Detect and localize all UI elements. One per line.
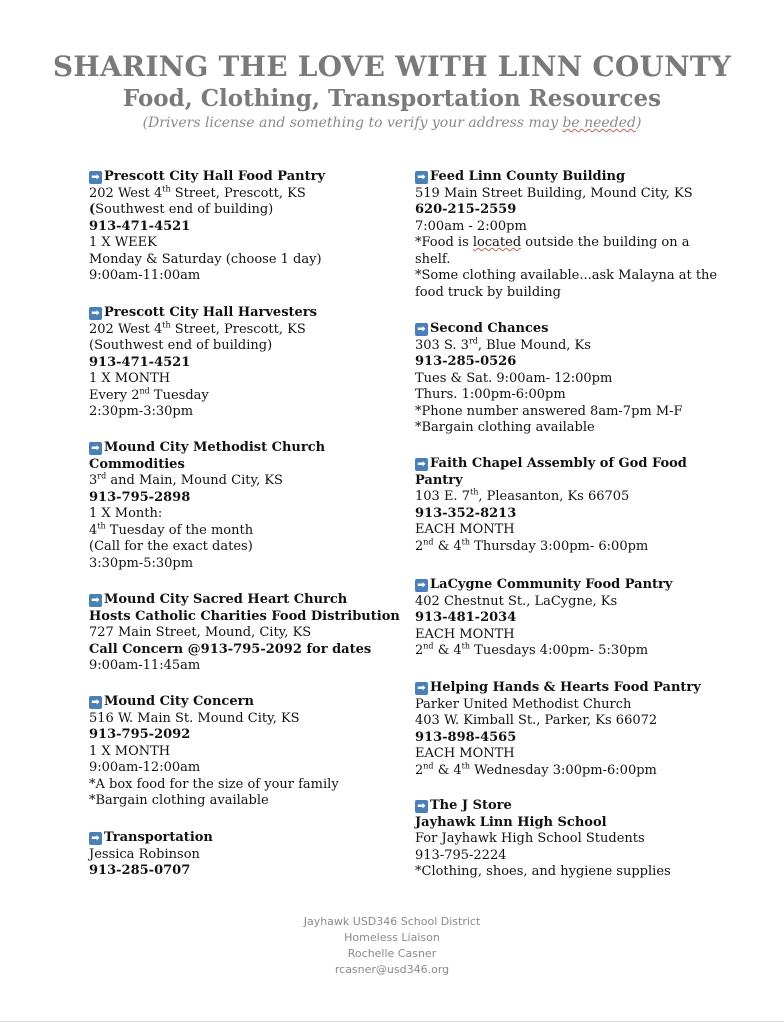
hours: 9:00am-11:45am [89, 658, 201, 673]
hours: Tues & Sat. 9:00am- 12:00pm [415, 370, 613, 386]
right-arrow-icon: ➡ [89, 594, 102, 607]
note: *Bargain clothing available [415, 420, 595, 435]
footer-person: Rochelle Casner [347, 947, 437, 960]
frequency: EACH MONTH [415, 746, 515, 761]
note-flagged-text: be needed [562, 115, 636, 131]
resource-title [415, 680, 705, 697]
call-note: (Call for the exact dates) [89, 539, 253, 554]
right-arrow-icon: ➡ [89, 696, 102, 709]
resource-name-cont: Pantry [415, 472, 463, 488]
footer-contact [0, 914, 784, 978]
location-note: (Southwest end of building) [89, 202, 274, 217]
resource-mound-city-methodist [89, 440, 389, 572]
note-text-end: ) [635, 115, 642, 131]
note: *Some clothing available...ask Malayna at the [415, 268, 718, 283]
address: 516 W. Main St. Mound City, KS [89, 710, 300, 726]
frequency: EACH MONTH [415, 626, 515, 642]
address: 202 West 4th Street, Prescott, KS [89, 184, 306, 201]
resource-name: Prescott City Hall Harvesters [104, 305, 317, 320]
note-text: (Drivers license and something to verify your address may [142, 115, 563, 131]
phone: 913-471-4521 [89, 218, 191, 234]
resource-faith-chapel [415, 456, 705, 555]
resource-title [89, 592, 389, 609]
phone: 913-285-0526 [415, 354, 517, 369]
resource-prescott-food-pantry [89, 169, 389, 285]
call-note: Call Concern @913-795-2092 for dates [89, 641, 372, 657]
resource-title [89, 305, 389, 322]
footer-role: Homeless Liaison [344, 931, 440, 944]
resource-name: The J Store [430, 798, 512, 813]
note: *Food is located outside the building on a [415, 235, 690, 250]
resource-j-store [415, 798, 705, 881]
days: Monday & Saturday (choose 1 day) [89, 251, 322, 267]
resource-title [415, 169, 705, 186]
address: 103 E. 7th, Pleasanton, Ks 66705 [415, 487, 630, 504]
resource-helping-hands [415, 680, 705, 779]
note: *Phone number answered 8am-7pm M-F [415, 403, 683, 419]
address: 303 S. 3rd, Blue Mound, Ks [415, 336, 591, 353]
resource-name: Feed Linn County Building [430, 169, 626, 184]
phone: 913-898-4565 [415, 729, 517, 745]
address: 202 West 4th Street, Prescott, KS [89, 320, 306, 337]
resource-name: Second Chances [430, 321, 549, 336]
hours: 9:00am-12:00am [89, 760, 201, 775]
frequency: 1 X Month: [89, 506, 163, 521]
resource-sacred-heart [89, 592, 400, 675]
note: food truck by building [415, 284, 562, 300]
resource-name: Prescott City Hall Food Pantry [104, 169, 325, 184]
address: 3rd and Main, Mound City, KS [89, 471, 283, 488]
note: *A box food for the size of your family [89, 776, 339, 792]
days: 2nd & 4th Thursday 3:00pm- 6:00pm [415, 537, 649, 554]
right-arrow-icon: ➡ [89, 442, 102, 455]
page-note [0, 115, 784, 131]
days: 2nd & 4th Tuesdays 4:00pm- 5:30pm [415, 641, 649, 658]
address: 402 Chestnut St., LaCygne, Ks [415, 593, 618, 609]
phone: 913-285-0707 [89, 863, 191, 878]
resource-title [415, 321, 705, 338]
hours: Thurs. 1:00pm-6:00pm [415, 387, 566, 402]
frequency: 1 X MONTH [89, 371, 171, 386]
phone: 913-795-2898 [89, 489, 191, 505]
hours: 9:00am-11:00am [89, 268, 201, 283]
days: Every 2nd Tuesday [89, 386, 209, 403]
phone: 913-481-2034 [415, 610, 517, 625]
right-arrow-icon: ➡ [89, 307, 102, 320]
resource-title [89, 169, 389, 186]
hours: 2:30pm-3:30pm [89, 404, 194, 419]
phone: 913-795-2224 [415, 847, 507, 863]
frequency: 1 X WEEK [89, 235, 157, 250]
right-arrow-icon: ➡ [89, 832, 102, 845]
note: *Bargain clothing available [89, 793, 269, 808]
phone: 913-471-4521 [89, 354, 191, 370]
right-arrow-icon: ➡ [415, 579, 428, 592]
contact-name: Jessica Robinson [89, 846, 200, 862]
right-arrow-icon: ➡ [415, 800, 428, 813]
resource-name-cont: Commodities [89, 456, 185, 472]
footer-email: rcasner@usd346.org [334, 963, 450, 976]
resource-prescott-harvesters [89, 305, 389, 421]
hours: 7:00am - 2:00pm [415, 218, 527, 234]
resource-mound-city-concern [89, 694, 389, 810]
resource-title [415, 798, 705, 815]
resource-feed-linn-county [415, 169, 718, 301]
page-title: SHARING THE LOVE WITH LINN COUNTY [52, 50, 732, 83]
resource-transportation [89, 830, 389, 880]
address: 403 W. Kimball St., Parker, Ks 66072 [415, 713, 658, 728]
resource-lacygne-pantry [415, 577, 705, 660]
resource-second-chances [415, 321, 705, 437]
days: 4th Tuesday of the month [89, 521, 254, 538]
organization: Parker United Methodist Church [415, 696, 632, 712]
location-note: (Southwest end of building) [89, 338, 273, 353]
resource-title [89, 440, 389, 457]
right-arrow-icon: ➡ [89, 171, 102, 184]
resource-title [89, 694, 389, 711]
page-bottom-divider [0, 1021, 784, 1022]
right-arrow-icon: ➡ [415, 323, 428, 336]
resource-name: Faith Chapel Assembly of God Food [430, 456, 687, 471]
resource-name: Helping Hands & Hearts Food Pantry [430, 680, 701, 695]
frequency: EACH MONTH [415, 522, 515, 537]
page-subtitle: Food, Clothing, Transportation Resources [122, 85, 662, 112]
address: 727 Main Street, Mound, City, KS [89, 625, 312, 640]
resource-name: LaCygne Community Food Pantry [430, 577, 673, 592]
resource-name: Mound City Sacred Heart Church [104, 592, 348, 607]
resource-title [415, 577, 705, 594]
note: *Clothing, shoes, and hygiene supplies [415, 864, 671, 879]
audience: For Jayhawk High School Students [415, 831, 645, 846]
frequency: 1 X MONTH [89, 743, 171, 759]
days: 2nd & 4th Wednesday 3:00pm-6:00pm [415, 761, 657, 778]
school-name: Jayhawk Linn High School [415, 814, 607, 830]
phone: 913-795-2092 [89, 727, 191, 742]
resource-name: Transportation [104, 830, 213, 845]
resource-title [415, 456, 705, 473]
address: 519 Main Street Building, Mound City, KS [415, 185, 693, 201]
resource-name: Mound City Concern [104, 694, 254, 709]
host-note: Hosts Catholic Charities Food Distribution [89, 608, 400, 624]
right-arrow-icon: ➡ [415, 171, 428, 184]
hours: 3:30pm-5:30pm [89, 555, 194, 571]
right-arrow-icon: ➡ [415, 682, 428, 695]
phone: 620-215-2559 [415, 202, 517, 217]
resource-title [89, 830, 389, 847]
phone: 913-352-8213 [415, 505, 517, 521]
resource-name: Mound City Methodist Church [104, 440, 326, 455]
note: shelf. [415, 251, 451, 267]
right-arrow-icon: ➡ [415, 458, 428, 471]
footer-district: Jayhawk USD346 School District [303, 915, 481, 928]
